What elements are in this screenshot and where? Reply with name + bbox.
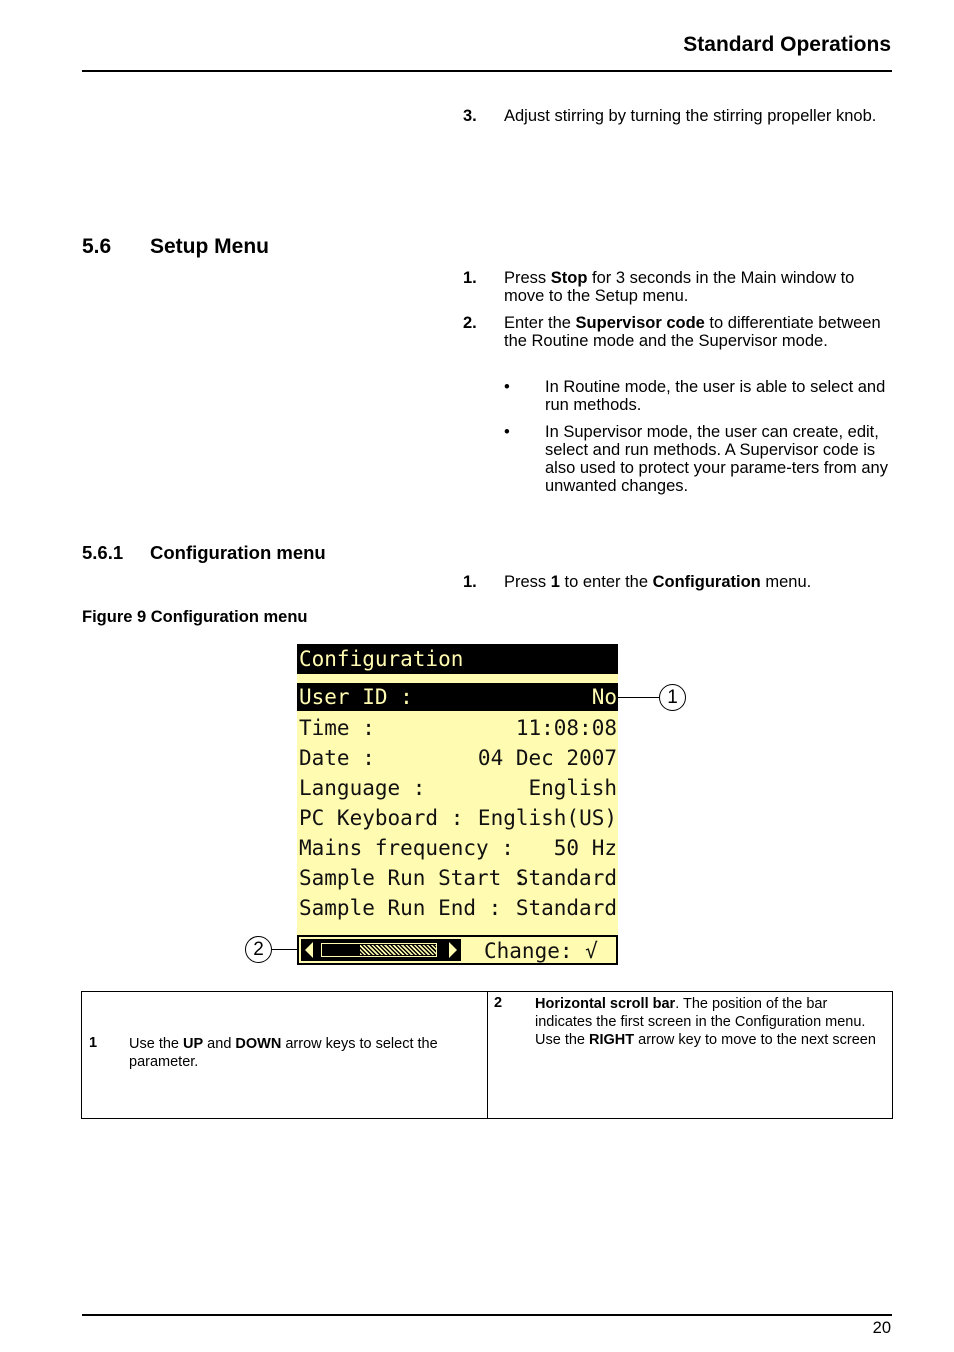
row-label: User ID : [299, 685, 413, 709]
bullet-text: In Supervisor mode, the user can create, edit, select and run methods. A Supervisor code is also used to protect your parame-ters from any unwanted changes. [545, 423, 888, 495]
row-value: English(US) [477, 806, 617, 830]
bullet-text: In Routine mode, the user is able to select and run methods. [545, 378, 886, 414]
bullet-supervisor [504, 423, 894, 503]
footer-rule [82, 1314, 892, 1316]
change-label: Change: √ [484, 939, 598, 963]
legend-text-2: Horizontal scroll bar. The position of the bar indicates the first screen in the Configuration menu. Use the RIGHT arrow key to move to the next screen [535, 996, 876, 1048]
section-title: Setup Menu [150, 235, 269, 258]
row-value: Standard [515, 866, 617, 890]
scroll-track [321, 943, 437, 957]
step-text: Press 1 to enter the Configuration menu. [504, 573, 812, 591]
step-text: Adjust stirring by turning the stirring propeller knob. [504, 107, 877, 125]
screen-title: Configuration [297, 644, 618, 674]
menu-row-sample-run-start[interactable] [297, 864, 618, 892]
setup-step-1 [463, 269, 893, 309]
row-label: Language : [299, 776, 426, 800]
row-value: 50 Hz [553, 836, 617, 860]
scroll-thumb[interactable] [360, 945, 436, 955]
menu-row-time[interactable] [297, 714, 618, 742]
row-value: English [528, 776, 617, 800]
running-header-title: Standard Operations [683, 33, 891, 56]
scroll-right-arrow-icon[interactable] [449, 942, 457, 958]
legend-divider [487, 992, 488, 1118]
row-value: 04 Dec 2007 [477, 746, 617, 770]
step-number: 1. [463, 573, 477, 591]
row-label: PC Keyboard : [299, 806, 464, 830]
legend-number-2: 2 [494, 995, 503, 1011]
subsection-number: 5.6.1 [82, 542, 124, 563]
legend-text-1: Use the UP and DOWN arrow keys to select the parameter. [129, 1036, 438, 1070]
configuration-screen [297, 644, 618, 965]
config-step-1 [463, 573, 893, 593]
menu-row-language[interactable] [297, 774, 618, 802]
step-text: Press Stop for 3 seconds in the Main window to move to the Setup menu. [504, 269, 855, 305]
step-number: 3. [463, 107, 477, 125]
step-text: Enter the Supervisor code to differentiate between the Routine mode and the Supervisor mode. [504, 314, 881, 350]
section-number: 5.6 [82, 235, 112, 258]
menu-row-sample-run-end[interactable] [297, 894, 618, 922]
bullet-symbol: • [504, 378, 510, 396]
row-label: Date : [299, 746, 375, 770]
menu-row-date[interactable] [297, 744, 618, 772]
header-rule [82, 70, 892, 72]
screen-footer [297, 935, 618, 965]
step-number: 1. [463, 269, 477, 287]
row-label: Sample Run Start : [299, 866, 527, 890]
subsection-title: Configuration menu [150, 542, 326, 563]
row-value: No [591, 685, 617, 709]
callout-1: 1 [659, 684, 686, 711]
menu-row-user-id[interactable] [297, 683, 618, 711]
callout-2-leader [272, 949, 297, 950]
legend-number-1: 1 [89, 1035, 98, 1051]
intro-step [463, 107, 893, 147]
bullet-symbol: • [504, 423, 510, 441]
callout-1-leader [618, 697, 659, 698]
setup-step-2 [463, 314, 893, 374]
menu-row-pc-keyboard[interactable] [297, 804, 618, 832]
menu-row-mains-frequency[interactable] [297, 834, 618, 862]
figure-legend-table [81, 991, 893, 1119]
bullet-routine [504, 378, 894, 418]
page-number: 20 [872, 1319, 891, 1337]
row-label: Time : [299, 716, 375, 740]
row-label: Mains frequency : [299, 836, 514, 860]
row-label: Sample Run End : [299, 896, 502, 920]
figure-caption: Figure 9 Configuration menu [82, 608, 308, 626]
row-value: 11:08:08 [515, 716, 617, 740]
row-value: Standard [515, 896, 617, 920]
horizontal-scroll-bar[interactable] [301, 939, 461, 961]
scroll-left-arrow-icon[interactable] [305, 942, 313, 958]
step-number: 2. [463, 314, 477, 332]
callout-2: 2 [245, 936, 272, 963]
